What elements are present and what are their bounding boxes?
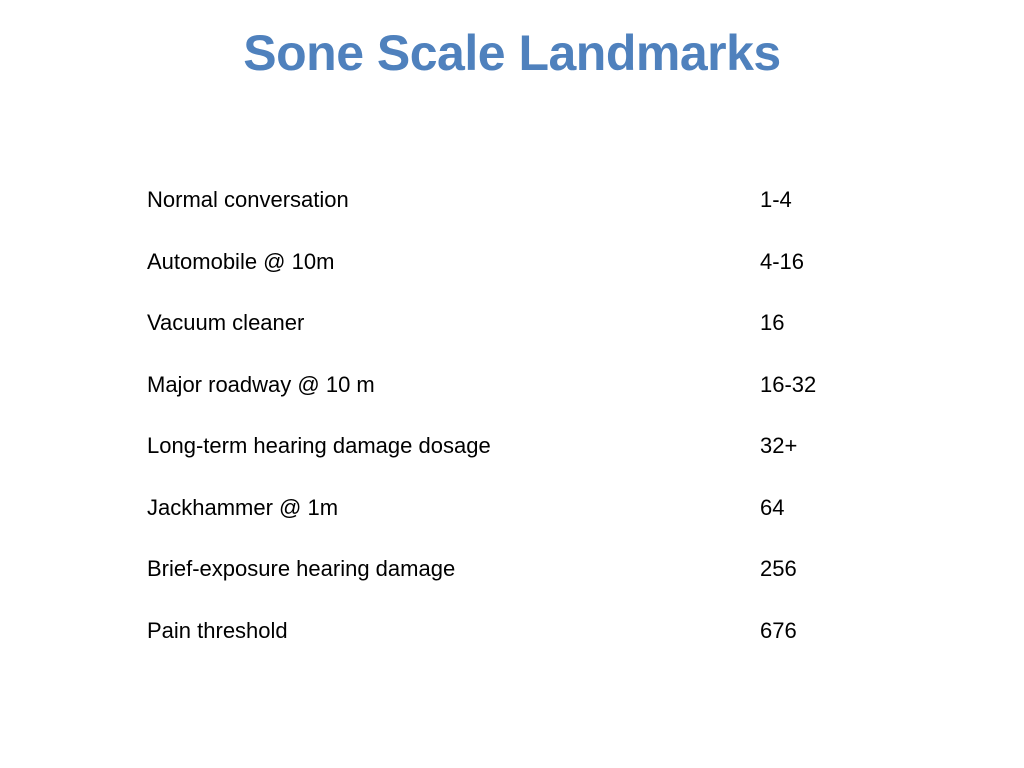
row-value: 64 — [760, 494, 785, 520]
table-row — [147, 182, 907, 244]
row-value: 4-16 — [760, 248, 805, 274]
table-row — [147, 305, 907, 367]
row-value: 1-4 — [760, 187, 792, 212]
row-label: Vacuum cleaner — [147, 310, 305, 335]
row-label: Brief-exposure hearing damage — [147, 556, 456, 581]
landmarks-table — [147, 182, 907, 674]
row-value: 32+ — [760, 433, 798, 458]
table-row — [147, 367, 907, 429]
row-value: 16-32 — [760, 371, 817, 397]
row-label: Major roadway @ 10 m — [147, 371, 375, 397]
row-label: Pain threshold — [147, 617, 288, 643]
table-row — [147, 613, 907, 675]
row-label: Jackhammer @ 1m — [147, 494, 339, 520]
row-value: 676 — [760, 617, 797, 643]
row-value: 16 — [760, 310, 785, 335]
table-row — [147, 490, 907, 552]
slide-title: Sone Scale Landmarks — [243, 25, 781, 81]
row-label: Automobile @ 10m — [147, 248, 335, 274]
table-row — [147, 244, 907, 306]
table-row — [147, 428, 907, 490]
row-label: Normal conversation — [147, 187, 349, 212]
table-row — [147, 551, 907, 613]
row-label: Long-term hearing damage dosage — [147, 433, 491, 458]
row-value: 256 — [760, 556, 797, 581]
